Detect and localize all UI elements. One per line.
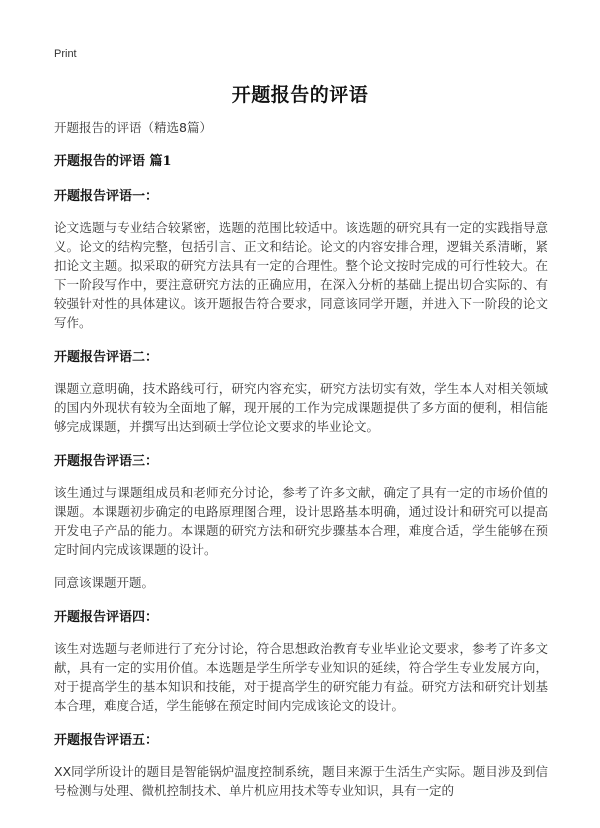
comment-paragraph: 该生对选题与老师进行了充分讨论，符合思想政治教育专业毕业论文要求，参考了许多文献，具有一定的实用价值。本选题是学生所学专业知识的延续，符合学生专业发展方向，对于提高学生的基本知识和技能，对于提高学生的研究能力有益。研究方法和研究计划基本合理，难度合适，学生能够在预定时间内完成该论文的设计。 [54, 641, 548, 713]
document-subtitle: 开题报告的评语（精选8篇） [54, 120, 212, 135]
comment-paragraph: 同意该课题开题。 [54, 575, 155, 590]
print-label[interactable]: Print [54, 48, 77, 60]
comment-heading-4: 开题报告评语四： [54, 610, 159, 625]
comment-paragraph: 该生通过与课题组成员和老师充分讨论，参考了许多文献，确定了具有一定的市场价值的课题。本课题初步确定的电路原理图合理，设计思路基本明确，通过设计和研究可以提高开发电子产品的能力。本课题的研究方法和研究步骤基本合理，难度合适，学生能够在预定时间内完成该课题的设计。 [54, 485, 548, 557]
comment-paragraph: XX同学所设计的题目是智能锅炉温度控制系统，题目来源于生活生产实际。题目涉及到信号检测与处理、微机控制技术、单片机应用技术等专业知识，具有一定的 [54, 764, 548, 798]
document-body [54, 150, 548, 814]
comment-heading-5: 开题报告评语五： [54, 733, 159, 748]
comment-heading-2: 开题报告评语二： [54, 350, 159, 365]
comment-heading-3: 开题报告评语三： [54, 454, 159, 469]
page-title: 开题报告的评语 [231, 84, 369, 106]
comment-heading-1: 开题报告评语一： [54, 189, 159, 204]
comment-paragraph: 课题立意明确，技术路线可行，研究内容充实，研究方法切实有效，学生本人对相关领域的国内外现状有较为全面地了解，现开展的工作为完成课题提供了多方面的便利，相信能够完成课题，并撰写出达到硕士学位论文要求的毕业论文。 [54, 381, 548, 434]
section-title: 开题报告的评语 篇1 [54, 154, 172, 169]
comment-paragraph: 论文选题与专业结合较紧密，选题的范围比较适中。该选题的研究具有一定的实践指导意义。论文的结构完整，包括引言、正文和结论。论文的内容安排合理，逻辑关系清晰，紧扣论文主题。拟采取的研究方法具有一定的合理性。整个论文按时完成的可行性较大。在下一阶段写作中，要注意研究方法的正确应用，在深入分析的基础上提出切合实际的、有较强针对性的具体建议。该开题报告符合要求，同意该同学开题，并进入下一阶段的论文写作。 [54, 220, 548, 330]
